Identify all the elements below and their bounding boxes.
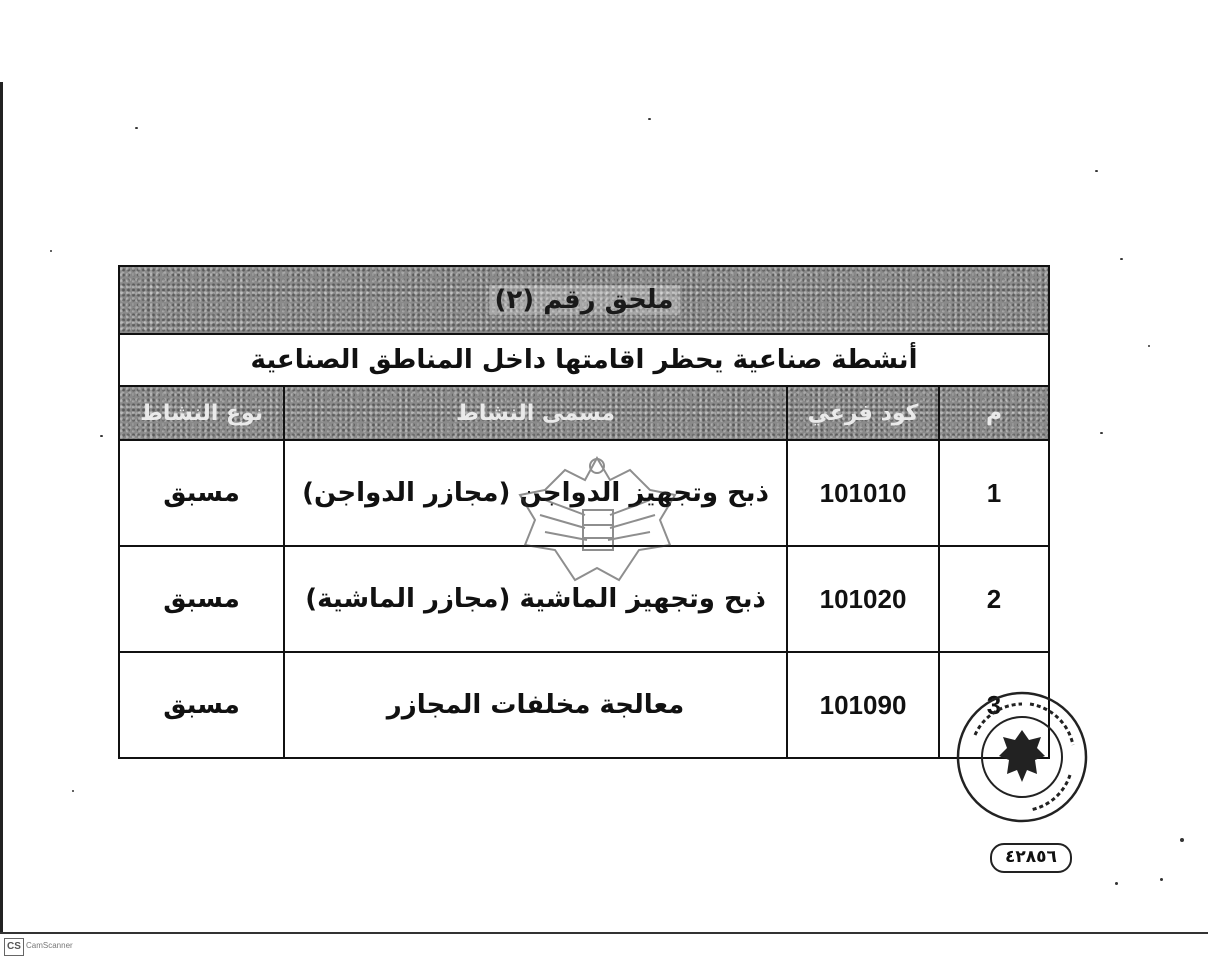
scan-speck	[1160, 878, 1163, 881]
seal-serial-number: ٤٢٨٥٦	[990, 843, 1072, 873]
header-index: م	[939, 386, 1049, 440]
scan-speck	[1115, 882, 1118, 885]
scan-speck	[135, 127, 138, 129]
camscanner-logo: CS	[4, 938, 24, 956]
scan-speck	[50, 250, 52, 252]
scan-speck	[72, 790, 74, 792]
scan-speck	[1120, 258, 1123, 260]
header-name: مسمى النشاط	[284, 386, 787, 440]
camscanner-label: CamScanner	[26, 941, 73, 950]
annex-title: ملحق رقم (٢)	[489, 285, 680, 315]
scan-edge-line	[0, 82, 3, 932]
scan-speck	[1095, 170, 1098, 172]
row-activity-name: ذبح وتجهيز الماشية (مجازر الماشية)	[284, 546, 787, 652]
scan-speck	[1100, 432, 1103, 434]
row-index: 3	[939, 652, 1049, 758]
scan-speck	[1148, 345, 1150, 347]
header-type: نوع النشاط	[119, 386, 284, 440]
annex-subtitle: أنشطة صناعية يحظر اقامتها داخل المناطق الصناعية	[119, 334, 1049, 386]
header-code: كود فرعي	[787, 386, 939, 440]
table-row	[119, 652, 1049, 758]
row-code: 101020	[787, 546, 939, 652]
eagle-emblem-watermark	[505, 440, 690, 590]
scan-speck	[648, 118, 651, 120]
row-index: 2	[939, 546, 1049, 652]
ministry-seal-stamp	[955, 690, 1090, 825]
scan-speck	[1180, 838, 1184, 842]
row-activity-type: مسبق	[119, 546, 284, 652]
row-index: 1	[939, 440, 1049, 546]
bottom-rule	[0, 932, 1208, 934]
row-activity-type: مسبق	[119, 440, 284, 546]
table-subtitle-row	[119, 334, 1049, 386]
row-code: 101010	[787, 440, 939, 546]
row-activity-name: ذبح وتجهيز الدواجن (مجازر الدواجن)	[284, 440, 787, 546]
annex-title-cell	[119, 266, 1049, 334]
table-header-row	[119, 386, 1049, 440]
row-activity-type: مسبق	[119, 652, 284, 758]
row-activity-name: معالجة مخلفات المجازر	[284, 652, 787, 758]
table-title-row	[119, 266, 1049, 334]
row-code: 101090	[787, 652, 939, 758]
scan-speck	[100, 435, 103, 437]
